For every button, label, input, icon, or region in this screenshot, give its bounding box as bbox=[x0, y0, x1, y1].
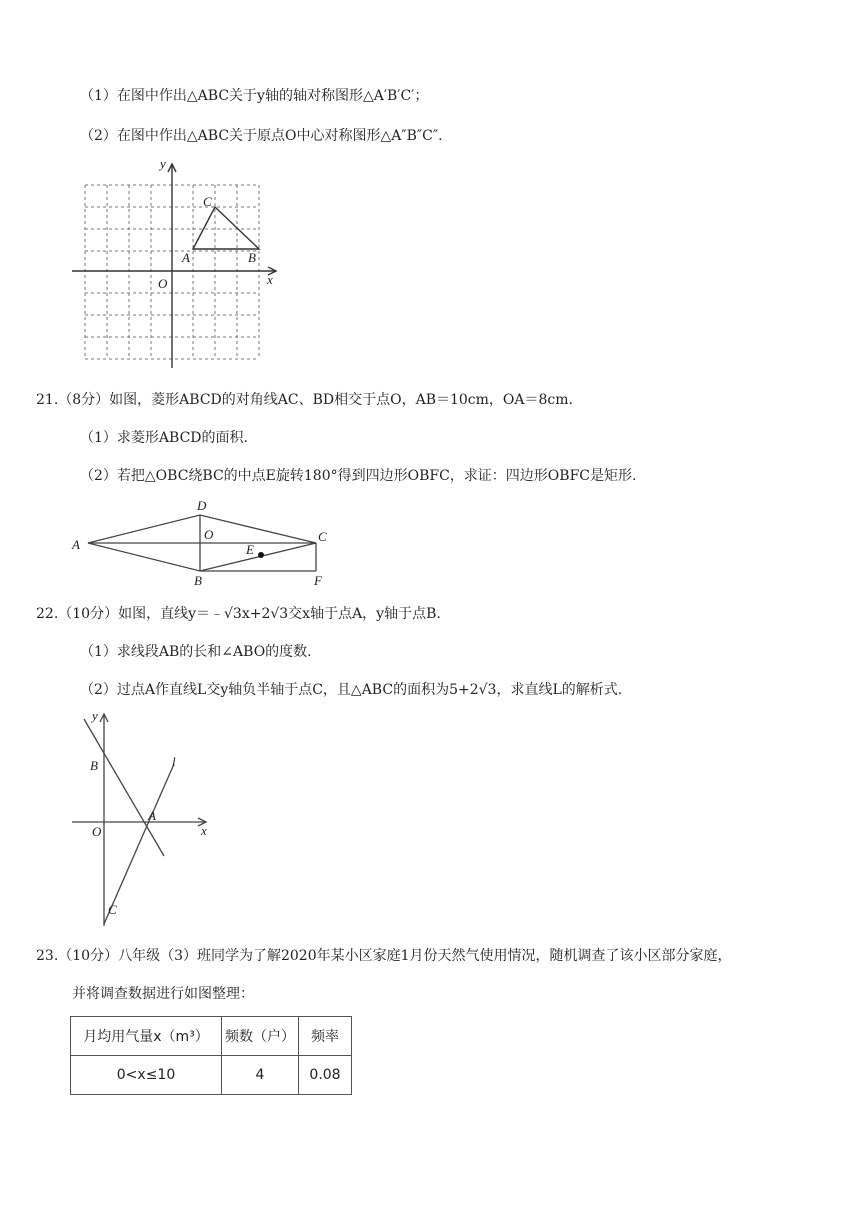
q21-part2: （2）若把△OBC绕BC的中点E旋转180°得到四边形OBFC，求证：四边形OBFC是矩形. bbox=[80, 468, 637, 484]
table-header-row bbox=[71, 1017, 352, 1056]
label-x: x bbox=[267, 272, 273, 287]
table-cell: 0.08 bbox=[299, 1056, 352, 1095]
label-b: B bbox=[194, 573, 202, 588]
label-y: y bbox=[92, 708, 98, 723]
label-x: x bbox=[201, 823, 207, 838]
label-b: B bbox=[90, 758, 98, 773]
label-c: C bbox=[318, 529, 327, 544]
q21-stem: 21.（8分）如图，菱形ABCD的对角线AC、BD相交于点O，AB＝10cm，OA＝8cm. bbox=[36, 392, 573, 408]
q22-figure bbox=[66, 704, 226, 930]
label-a: A bbox=[182, 250, 190, 265]
label-d: D bbox=[197, 498, 207, 513]
q22-stem: 22.（10分）如图，直线y＝﹣√3x+2√3交x轴于点A，y轴于点B. bbox=[36, 606, 441, 622]
label-c: C bbox=[203, 194, 212, 209]
table-header-cell: 频率 bbox=[299, 1017, 352, 1056]
table-row bbox=[71, 1056, 352, 1095]
table-cell: 0<x≤10 bbox=[71, 1056, 222, 1095]
point-e bbox=[258, 552, 264, 558]
label-l: l bbox=[172, 754, 176, 769]
table-header-cell: 频数（户） bbox=[222, 1017, 299, 1056]
table-cell: 4 bbox=[222, 1056, 299, 1095]
q21-figure bbox=[60, 494, 360, 590]
table-header-cell: 月均用气量x（m³） bbox=[71, 1017, 222, 1056]
label-o: O bbox=[204, 527, 214, 542]
q20-part2: （2）在图中作出△ABC关于原点O中心对称图形△A″B″C″. bbox=[80, 128, 443, 144]
line-l bbox=[104, 764, 174, 924]
label-y: y bbox=[160, 156, 166, 171]
q23-stem: 23.（10分）八年级（3）班同学为了解2020年某小区家庭1月份天然气使用情况，随机调查了该小区部分家庭， bbox=[36, 948, 732, 964]
label-o: O bbox=[92, 824, 102, 839]
label-a: A bbox=[148, 808, 156, 823]
label-c: C bbox=[108, 902, 117, 917]
label-a: A bbox=[72, 537, 80, 552]
triangle-abc bbox=[193, 207, 259, 249]
q20-figure bbox=[70, 150, 290, 372]
q21-part1: （1）求菱形ABCD的面积. bbox=[80, 430, 248, 446]
q23-stem-cont: 并将调查数据进行如图整理： bbox=[72, 986, 254, 1002]
label-e: E bbox=[246, 542, 254, 557]
label-f: F bbox=[314, 573, 322, 588]
q22-part2: （2）过点A作直线L交y轴负半轴于点C，且△ABC的面积为5+2√3，求直线L的解析式. bbox=[80, 682, 623, 698]
q22-part1: （1）求线段AB的长和∠ABO的度数. bbox=[80, 644, 312, 660]
q20-part1: （1）在图中作出△ABC关于y轴的轴对称图形△A′B′C′； bbox=[80, 88, 429, 104]
label-b: B bbox=[248, 250, 256, 265]
frequency-table bbox=[70, 1016, 352, 1095]
label-o: O bbox=[158, 276, 168, 291]
